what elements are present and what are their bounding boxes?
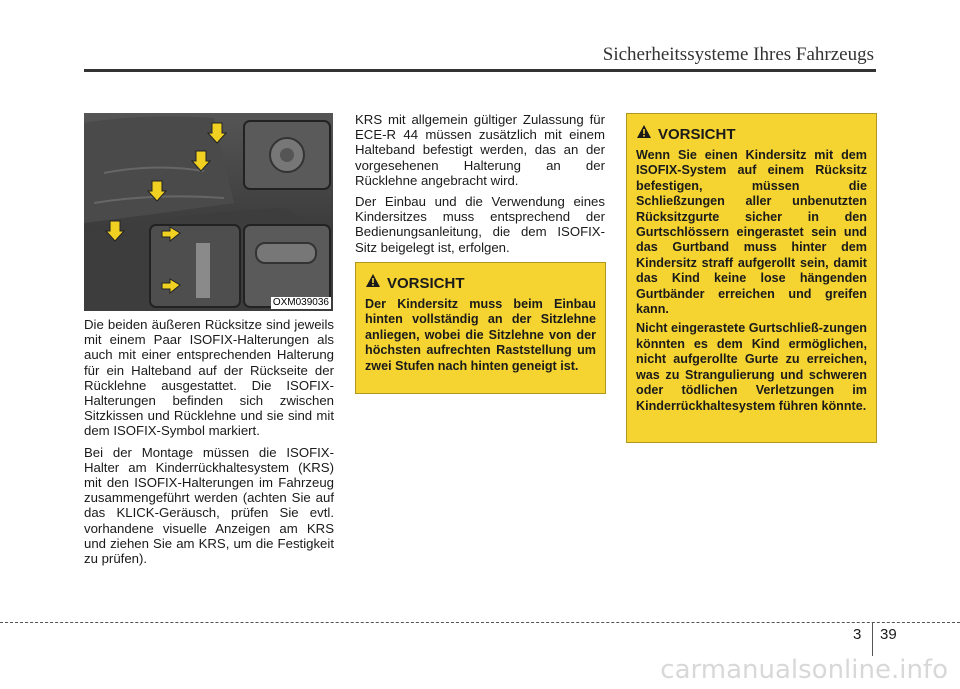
- watermark: carmanualsonline.info: [660, 655, 948, 685]
- page-header-title: Sicherheitssysteme Ihres Fahrzeugs: [602, 44, 874, 65]
- paragraph-tether-strap: KRS mit allgemein gültiger Zulassung für ECE-R 44 müssen zusätzlich mit einem Halteband befestigt werden, das an der vorgesehenen Halterung an der Rücklehne angebracht wird.: [355, 112, 605, 188]
- paragraph-installation-manual: Der Einbau und die Verwendung eines Kindersitzes muss entsprechend der Bedienungsanleitung, die dem ISOFIX-Sitz beigelegt ist, erfolgen.: [355, 194, 605, 255]
- page-number: 39: [880, 626, 897, 643]
- warning-triangle-icon: [636, 124, 652, 144]
- footer-rule: [0, 622, 960, 623]
- column-middle: [355, 112, 605, 261]
- section-number: 3: [853, 626, 862, 643]
- warning-title: VORSICHT: [658, 125, 736, 143]
- warning-box-seatbelts: [626, 113, 877, 443]
- seat-illustration: [84, 113, 333, 311]
- paragraph-isofix-description: Die beiden äußeren Rücksitze sind jeweils mit einem Paar ISOFIX-Halterungen als auch mit einer entsprechenden Halterung für ein Halteband auf der Rückseite der Rücklehne ausgestattet. Die ISOFIX-Halterungen befinden sich zwischen Sitzkissen und Rücklehne und sie sind mit dem ISOFIX-Symbol markiert.: [84, 317, 334, 439]
- header-rule: [84, 69, 876, 72]
- paragraph-isofix-mounting: Bei der Montage müssen die ISOFIX-Halter am Kinderrückhaltesystem (KRS) mit den ISOFIX-Halterungen im Fahrzeug zusammengeführt werden (achten Sie auf das KLICK-Geräusch, prüfen Sie evtl. vorhandene visuelle Anzeigen am KRS und ziehen Sie am KRS, um die Festigkeit zu prüfen).: [84, 444, 334, 567]
- warning-text: Der Kindersitz muss beim Einbau hinten vollständig an der Sitzlehne anliegen, wobei die Sitzlehne von der höchsten aufrechten Raststellung um zwei Stufen nach hinten geneigt ist.: [365, 297, 596, 373]
- warning-triangle-icon: [365, 273, 381, 293]
- figure-caption: OXM039036: [272, 297, 329, 308]
- warning-title: VORSICHT: [387, 274, 465, 292]
- warning-text-strangulation: Nicht eingerastete Gurtschließ-zungen könnten es dem Kind ermöglichen, nicht aufgerollte Gurte zu erreichen, was zu Strangulierung und schweren oder tödlichen Verletzungen im Kinderrückhaltesystem führen könnte.: [636, 321, 867, 413]
- warning-box-seat-position: [355, 262, 606, 394]
- column-left: [84, 317, 334, 572]
- footer-divider: [872, 622, 873, 656]
- warning-text-unused-belts: Wenn Sie einen Kindersitz mit dem ISOFIX-System auf einem Rücksitz befestigen, müssen die Schließzungen aller unbenutzten Rücksitzgurte sicher in den Gurtschlössern eingerastet sein und das Gurtband muss hinter dem Kindersitz straff aufgerollt sein, damit das Kind keine lose hängenden Gurtbänder erreichen und greifen kann.: [636, 148, 867, 317]
- isofix-seat-photo: [84, 113, 333, 311]
